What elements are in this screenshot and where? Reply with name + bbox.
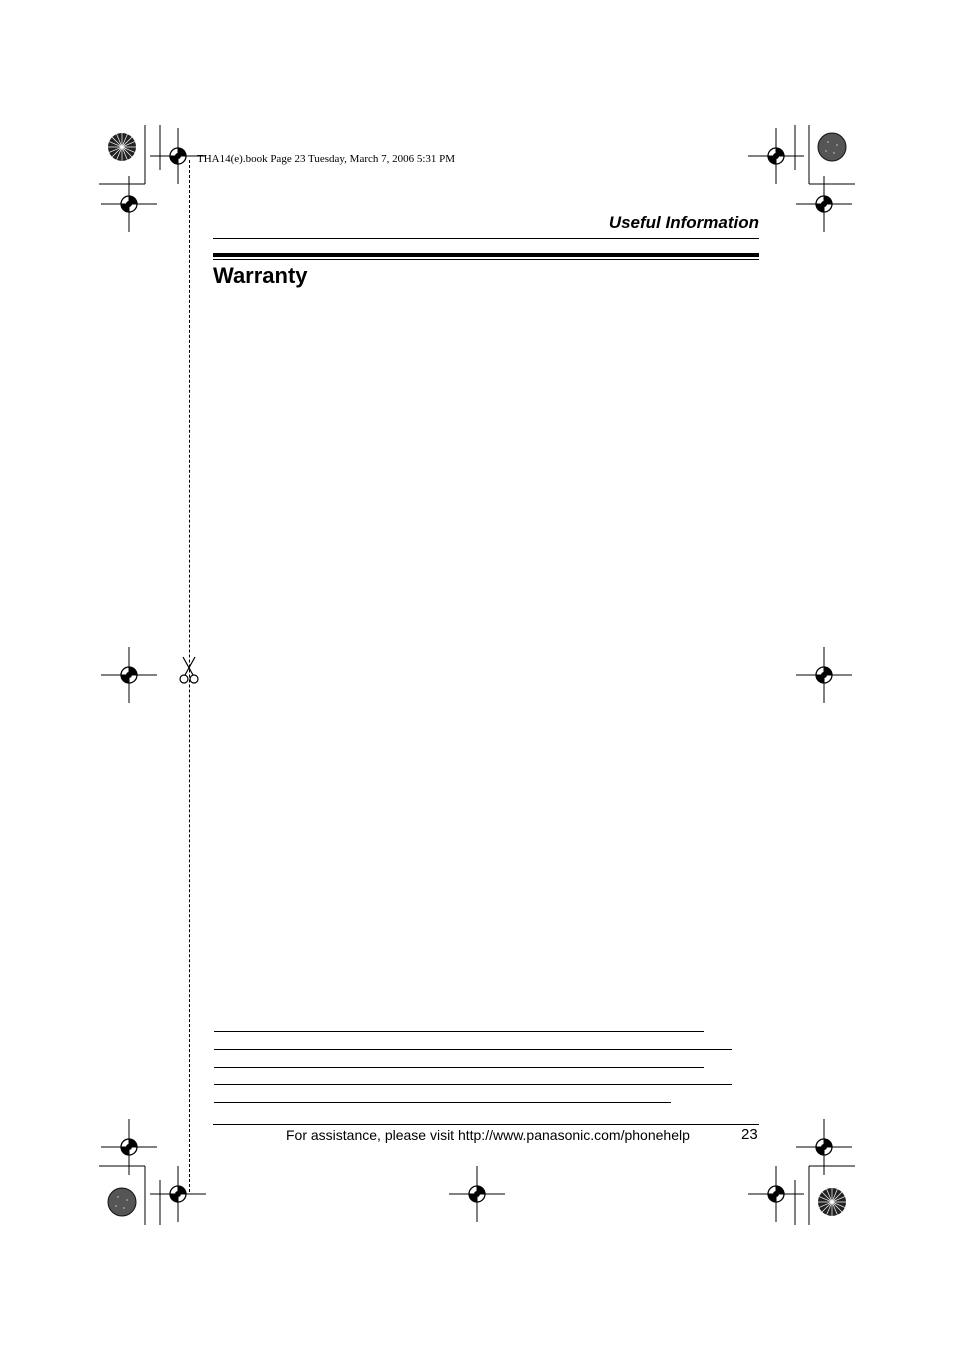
write-in-line (214, 1102, 671, 1103)
footer-rule (213, 1124, 759, 1125)
page-number: 23 (741, 1126, 758, 1143)
starburst-target-icon (108, 133, 136, 161)
title-bar-thin (213, 259, 759, 260)
title-bar-thick (213, 253, 759, 257)
registration-crosshair-icon (150, 1166, 206, 1222)
registration-crosshair-icon (449, 1166, 505, 1222)
registration-crosshair-icon (796, 1119, 852, 1175)
grey-target-icon (108, 1188, 136, 1216)
write-in-line (214, 1084, 732, 1085)
registration-crosshair-icon (796, 647, 852, 703)
header-rule (213, 238, 759, 239)
write-in-line (214, 1067, 704, 1068)
grey-target-icon (818, 133, 846, 161)
registration-crosshair-icon (748, 1166, 804, 1222)
page-title: Warranty (213, 263, 308, 288)
registration-crosshair-icon (101, 1119, 157, 1175)
write-in-line (214, 1031, 704, 1032)
section-title: Useful Information (608, 213, 759, 232)
cut-line (189, 160, 191, 1192)
write-in-line (214, 1049, 732, 1050)
starburst-target-icon (818, 1188, 846, 1216)
registration-crosshair-icon (748, 128, 804, 184)
print-slug: THA14(e).book Page 23 Tuesday, March 7, 2006 5:31 PM (197, 153, 456, 165)
assistance-text: For assistance, please visit http://www.panasonic.com/phonehelp (286, 1127, 690, 1143)
registration-crosshair-icon (101, 647, 157, 703)
